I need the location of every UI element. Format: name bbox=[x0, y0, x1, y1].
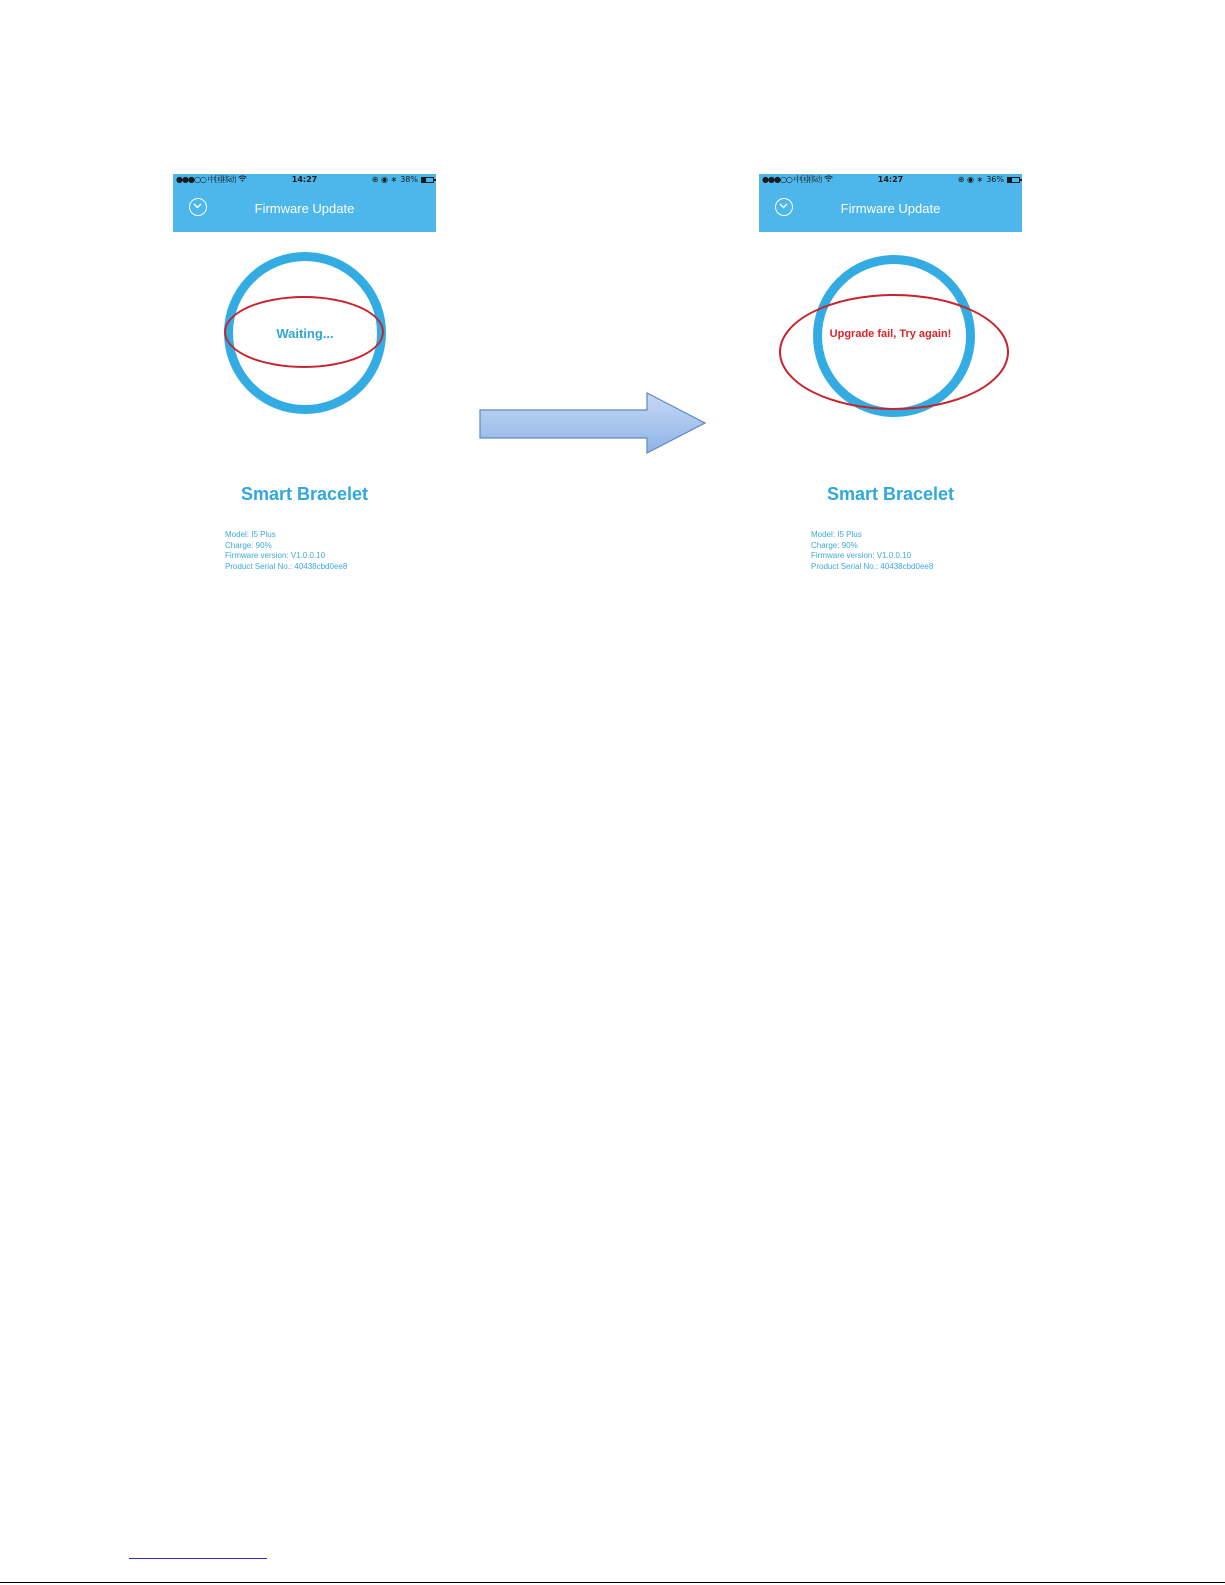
chevron-down-circle-icon[interactable] bbox=[775, 198, 793, 216]
device-name: Smart Bracelet bbox=[240, 484, 369, 504]
battery-icon bbox=[421, 177, 434, 183]
info-serial: Product Serial No.: 40438cbd0ee8 bbox=[811, 561, 934, 571]
status-icons: ⊕ ◉ ∗ bbox=[371, 175, 398, 184]
battery-percent: 38% bbox=[400, 175, 418, 184]
info-charge: Charge: 90% bbox=[225, 540, 272, 550]
info-serial: Product Serial No.: 40438cbd0ee8 bbox=[225, 561, 348, 571]
footnote-separator bbox=[129, 1558, 267, 1559]
nav-bar bbox=[759, 186, 1022, 232]
ring-status-text: Upgrade fail, Try again! bbox=[829, 328, 952, 340]
battery-icon bbox=[1007, 177, 1020, 183]
info-firmware: Firmware version: V1.0.0.10 bbox=[811, 551, 912, 560]
right-arrow-icon bbox=[479, 392, 707, 454]
device-info bbox=[811, 530, 933, 572]
status-bar bbox=[759, 174, 1022, 186]
ring-status-text: Waiting... bbox=[276, 326, 334, 341]
annotation-oval bbox=[779, 294, 1009, 410]
status-time: 14:27 bbox=[291, 175, 318, 184]
annotation-oval bbox=[224, 296, 384, 368]
carrier-label: ●●●○○ 中国移动 bbox=[176, 175, 236, 184]
status-time: 14:27 bbox=[877, 175, 904, 184]
page-bottom-rule bbox=[0, 1582, 1225, 1583]
chevron-down-circle-icon[interactable] bbox=[189, 198, 207, 216]
status-bar bbox=[173, 174, 436, 186]
page-title: Firmware Update bbox=[254, 201, 355, 216]
info-charge: Charge: 90% bbox=[811, 540, 858, 550]
info-model: Model: I5 Plus bbox=[811, 530, 862, 539]
info-model: Model: I5 Plus bbox=[225, 530, 276, 539]
page-title: Firmware Update bbox=[840, 201, 941, 216]
info-firmware: Firmware version: V1.0.0.10 bbox=[225, 551, 326, 560]
status-icons: ⊕ ◉ ∗ bbox=[957, 175, 984, 184]
device-info bbox=[225, 530, 347, 572]
carrier-label: ●●●○○ 中国移动 bbox=[762, 175, 822, 184]
screenshot-waiting bbox=[173, 174, 436, 594]
screenshot-upgrade-fail bbox=[759, 174, 1022, 594]
nav-bar bbox=[173, 186, 436, 232]
device-name: Smart Bracelet bbox=[826, 484, 955, 504]
battery-percent: 36% bbox=[986, 175, 1004, 184]
